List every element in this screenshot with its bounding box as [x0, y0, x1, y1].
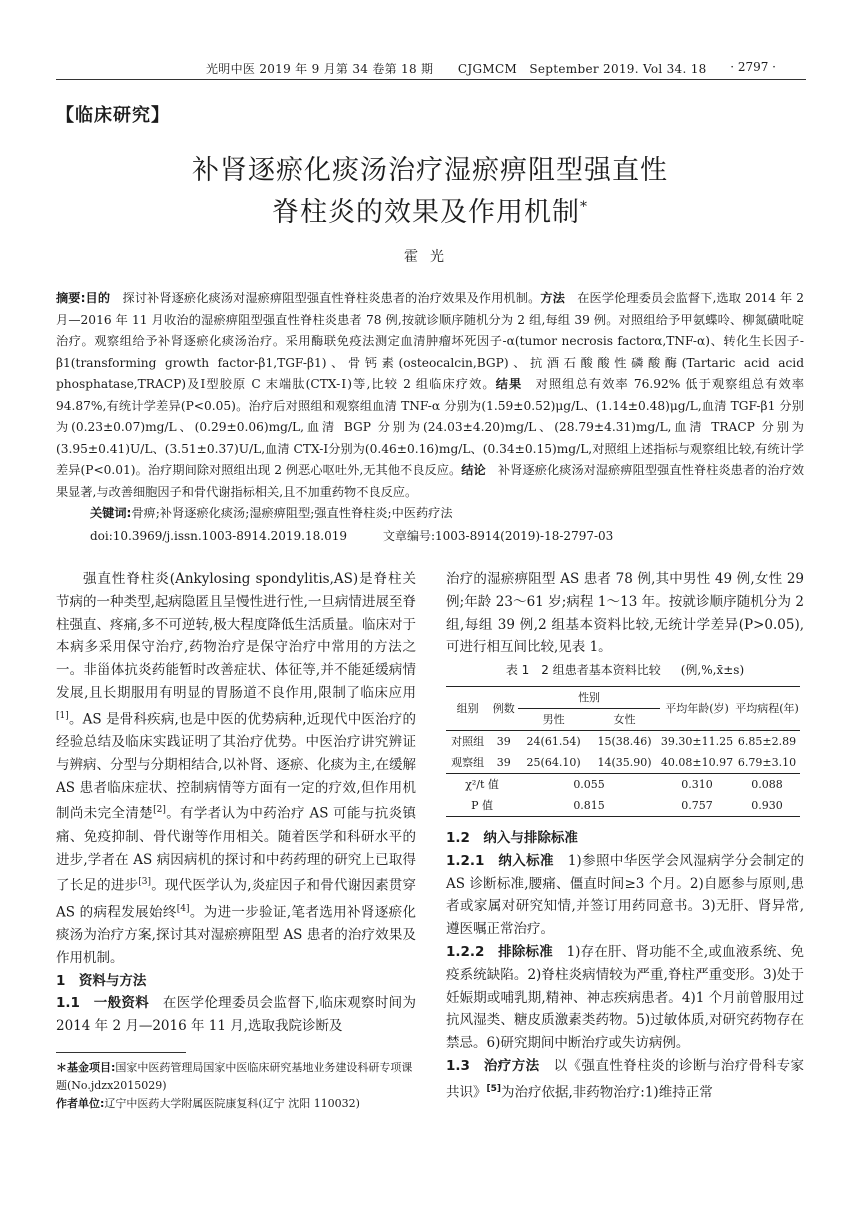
subsection-1-3 [446, 1055, 804, 1104]
title-line-2 [0, 190, 860, 229]
intro-text: 。有学者认为中药治疗 AS 可能与抗炎镇痛、免疫抑制、骨代谢等作用相关。随着医学和科研水平的进步,学者在 AS 病因病机的探讨和中药药理的研究上已取得了长足的进步 [56, 805, 417, 894]
table-row [446, 752, 800, 774]
col-count: 例数 [489, 686, 518, 730]
fund-label: ＊基金项目: [56, 1061, 116, 1074]
subsection-1-2-1 [446, 850, 804, 941]
doi-line: doi:10.3969/j.issn.1003-8914.2019.18.019 文章编号:1003-8914(2019)-18-2797-03 [90, 529, 614, 543]
method-label: 方法 [540, 291, 565, 305]
section-tag: 【临床研究】 [56, 105, 170, 126]
cell: 0.088 [734, 773, 800, 795]
running-head [0, 58, 860, 78]
cell: 39.30±11.25 [660, 730, 734, 752]
cell: 15(38.46) [589, 730, 660, 752]
abstract-label: 摘要:目的 [56, 291, 111, 305]
keywords-label: 关键词: [90, 506, 132, 520]
heading-number: 1.2 [446, 829, 470, 846]
conclusion-label: 结论 [461, 463, 486, 477]
heading-label: 一般资料 [93, 995, 150, 1012]
intro-text: 。现代医学认为,炎症因子和骨代谢因素贯穿 AS 的病程发展始终 [56, 877, 417, 921]
col-sex: 性别 [518, 686, 660, 708]
cell: 0.930 [734, 795, 800, 817]
cell: 6.85±2.89 [734, 730, 800, 752]
subsection-text: 1)参照中华医学会风湿病学分会制定的 AS 诊断标准,腰痛、僵直时间≥3 个月。2)自愿参与原则,患者或家属对研究知情,并签订用药同意书。3)无肝、肾异常,遵医嘱正常治疗。 [446, 852, 805, 938]
table-title: 表 1 2 组患者基本资料比较 [505, 663, 661, 678]
heading-label: 排除标准 [497, 943, 553, 960]
cell: 24(61.54) [518, 730, 589, 752]
heading-number: 1.2.2 [446, 943, 485, 960]
table-header-row [446, 686, 800, 708]
subsection-1-2 [446, 827, 804, 850]
cell: 0.310 [660, 773, 734, 795]
cell: 0.815 [518, 795, 660, 817]
title-text: 脊柱炎的效果及作用机制 [272, 197, 580, 228]
citation: [2] [153, 805, 166, 816]
fund-note [56, 1059, 416, 1095]
author: 霍光 [404, 249, 456, 265]
cell: 40.08±10.97 [660, 755, 734, 769]
table-row [446, 795, 800, 817]
citation: [5] [486, 1083, 501, 1094]
table-caption [446, 659, 804, 682]
heading-number: 1.2.1 [446, 852, 485, 869]
abstract-results: 对照组总有效率 76.92% 低于观察组总有效率 94.87%,有统计学差异(P<0.05)。治疗后对照组和观察组血清 TNF-α 分别为(1.59±0.52)μg/L、(1.14±0.48)μg/L,血清 TGF-β1 分别为(0.23±0.07)mg/L、(0.29±0.06)mg/L,血清 BGP 分别为(24.03±4.20)mg/L、(28.79±4.31)mg/L,血清 TRACP 分别为(3.95±0.41)U/L、(3.51±0.37)U/L,血清 CTX-Ⅰ分别为(0.46±0.16)mg/L、(0.34±0.15)mg/L,对照组上述指标与观察组比较,有统计学差异(P<0.01)。治疗期间除对照组出现 2 例恶心呕吐外,无其他不良反应。 [56, 377, 805, 477]
subsection-text: 为治疗依据,非药物治疗:1)维持正常 [501, 1084, 713, 1101]
citation: [3] [138, 877, 152, 888]
cell: 39 [496, 755, 511, 769]
col-male: 男性 [542, 712, 565, 726]
cell: 对照组 [446, 730, 489, 752]
header-rule [56, 79, 806, 80]
intro-paragraph [56, 568, 416, 970]
body-column-right [446, 568, 804, 1104]
cell: 14(35.90) [597, 755, 652, 769]
table-row [446, 730, 800, 752]
affiliation-text: 辽宁中医药大学附属医院康复科(辽宁 沈阳 110032) [104, 1097, 360, 1110]
cell: χ²/t 值 [446, 773, 518, 795]
footnote [56, 1052, 416, 1113]
footnote-rule [56, 1052, 186, 1053]
heading-label: 纳入与排除标准 [483, 829, 578, 846]
fund-text: 国家中医药管理局国家中医临床研究基地业务建设科研专项课题(No.jdzx2015029) [56, 1061, 413, 1092]
table-unit: (例,%,x̄±s) [680, 663, 745, 678]
subsection-text: 以《强直性脊柱炎的诊断与治疗骨科专家共识》 [446, 1057, 805, 1101]
cell: 观察组 [451, 755, 485, 769]
heading-label: 纳入标准 [497, 852, 554, 869]
intro-text: 。为进一步验证,笔者选用补肾逐瘀化痰汤为治疗方案,探讨其对湿瘀痹阻型 AS 患者的治疗效果及作用机制。 [56, 904, 416, 966]
abstract-conclusion: 补肾逐瘀化痰汤对湿瘀痹阻型强直性脊柱炎患者的治疗效果显著,与改善细胞因子和骨代谢指标相关,且不加重药物不良反应。 [56, 463, 805, 499]
section-heading-1: 1 资料与方法 [56, 972, 147, 989]
col-female: 女性 [613, 712, 636, 726]
col-group: 组别 [446, 686, 489, 730]
keywords [90, 504, 453, 521]
cell: P 值 [446, 795, 518, 817]
cell: 0.055 [518, 773, 660, 795]
cell: 39 [489, 730, 518, 752]
cell: 6.79±3.10 [737, 755, 797, 769]
heading-label: 治疗方法 [483, 1057, 540, 1074]
title-line-1: 补肾逐瘀化痰汤治疗湿瘀痹阻型强直性 [192, 155, 668, 186]
journal-info: 光明中医 2019 年 9 月第 34 卷第 18 期 CJGMCM September 2019. Vol 34. 18 [206, 62, 707, 76]
col-age: 平均年龄(岁) [660, 686, 734, 730]
subsection-1-1 [56, 992, 416, 1038]
cell: 0.757 [660, 795, 734, 817]
result-label: 结果 [495, 377, 523, 391]
subsection-1-2-2 [446, 941, 804, 1055]
heading-number: 1.1 [56, 995, 80, 1012]
table-row [446, 773, 800, 795]
citation: [4] [176, 903, 190, 914]
affiliation-note [56, 1095, 416, 1113]
page-number: · 2797 · [730, 60, 776, 74]
citation: [1] [56, 710, 69, 721]
cell: 25(64.10) [526, 755, 581, 769]
baseline-table [446, 686, 800, 817]
heading-number: 1.3 [446, 1057, 470, 1074]
fund-mark: * [580, 199, 588, 215]
subsection-text: 1)存在肝、肾功能不全,或血液系统、免疫系统缺陷。2)脊柱炎病情较为严重,脊柱严重变形。3)处于妊娠期或哺乳期,精神、神志疾病患者。4)1 个月前曾服用过抗风湿类、糖皮质激素类药物。5)过敏体质,对研究药物存在禁忌。6)研究期间中断治疗或失访病例。 [446, 943, 805, 1052]
abstract [56, 288, 804, 503]
col-course: 平均病程(年) [734, 686, 800, 730]
continued-paragraph: 治疗的湿瘀痹阻型 AS 患者 78 例,其中男性 49 例,女性 29 例;年龄 23～61 岁;病程 1～13 年。按就诊顺序随机分为 2 组,每组 39 例,2 组基本资料比较,无统计学差异(P>0.05),可进行相互间比较,见表 1。 [446, 571, 804, 656]
intro-text: 强直性脊柱炎(Ankylosing spondylitis,AS)是脊柱关节病的一种类型,起病隐匿且呈慢性进行性,一旦病情进展至脊柱强直、疼痛,多不可逆转,极大程度降低生活质量。临床对于本病多采用保守治疗,药物治疗是保守治疗中常用的方法之一。非甾体抗炎药能暂时改善症状、体征等,并不能延缓病情发展,且长期服用有明显的胃肠道不良作用,限制了临床应用 [56, 571, 416, 701]
subsection-text: 在医学伦理委员会监督下,临床观察时间为 2014 年 2 月—2016 年 11 月,选取我院诊断及 [56, 995, 416, 1035]
keywords-text: 骨痹;补肾逐瘀化痰汤;湿瘀痹阻型;强直性脊柱炎;中医药疗法 [131, 506, 453, 520]
abstract-methods: 在医学伦理委员会监督下,选取 2014 年 2 月—2016 年 11 月收治的湿瘀痹阻型强直性脊柱炎患者 78 例,按就诊顺序随机分为 2 组,每组 39 例。对照组给予甲氨蝶呤、柳氮磺吡啶治疗。观察组给予补肾逐瘀化痰汤治疗。采用酶联免疫法测定血清肿瘤坏死因子-α(tumor necrosis factorα,TNF-α)、转化生长因子-β1(transforming growth factor-β1,TGF-β1)、骨钙素(osteocalcin,BGP)、抗酒石酸酸性磷酸酶(Tartaric acid acid phosphatase,TRACP)及Ⅰ型胶原 C 末端肽(CTX-Ⅰ)等,比较 2 组临床疗效。 [56, 291, 805, 391]
intro-text: 。AS 是骨科疾病,也是中医的优势病种,近现代中医治疗的经验总结及临床实践证明了其治疗优势。中医治疗讲究辨证与辨病、分型与分期相结合,以补肾、逐瘀、化痰为主,在缓解 AS 患者临床症状、控制病情等方面有一定的疗效,但作用机制尚未完全清楚 [56, 711, 416, 822]
affiliation-label: 作者单位: [56, 1097, 105, 1110]
abstract-objective: 探讨补肾逐瘀化痰汤对湿瘀痹阻型强直性脊柱炎患者的治疗效果及作用机制。 [110, 291, 541, 305]
body-column-left [56, 568, 416, 1038]
